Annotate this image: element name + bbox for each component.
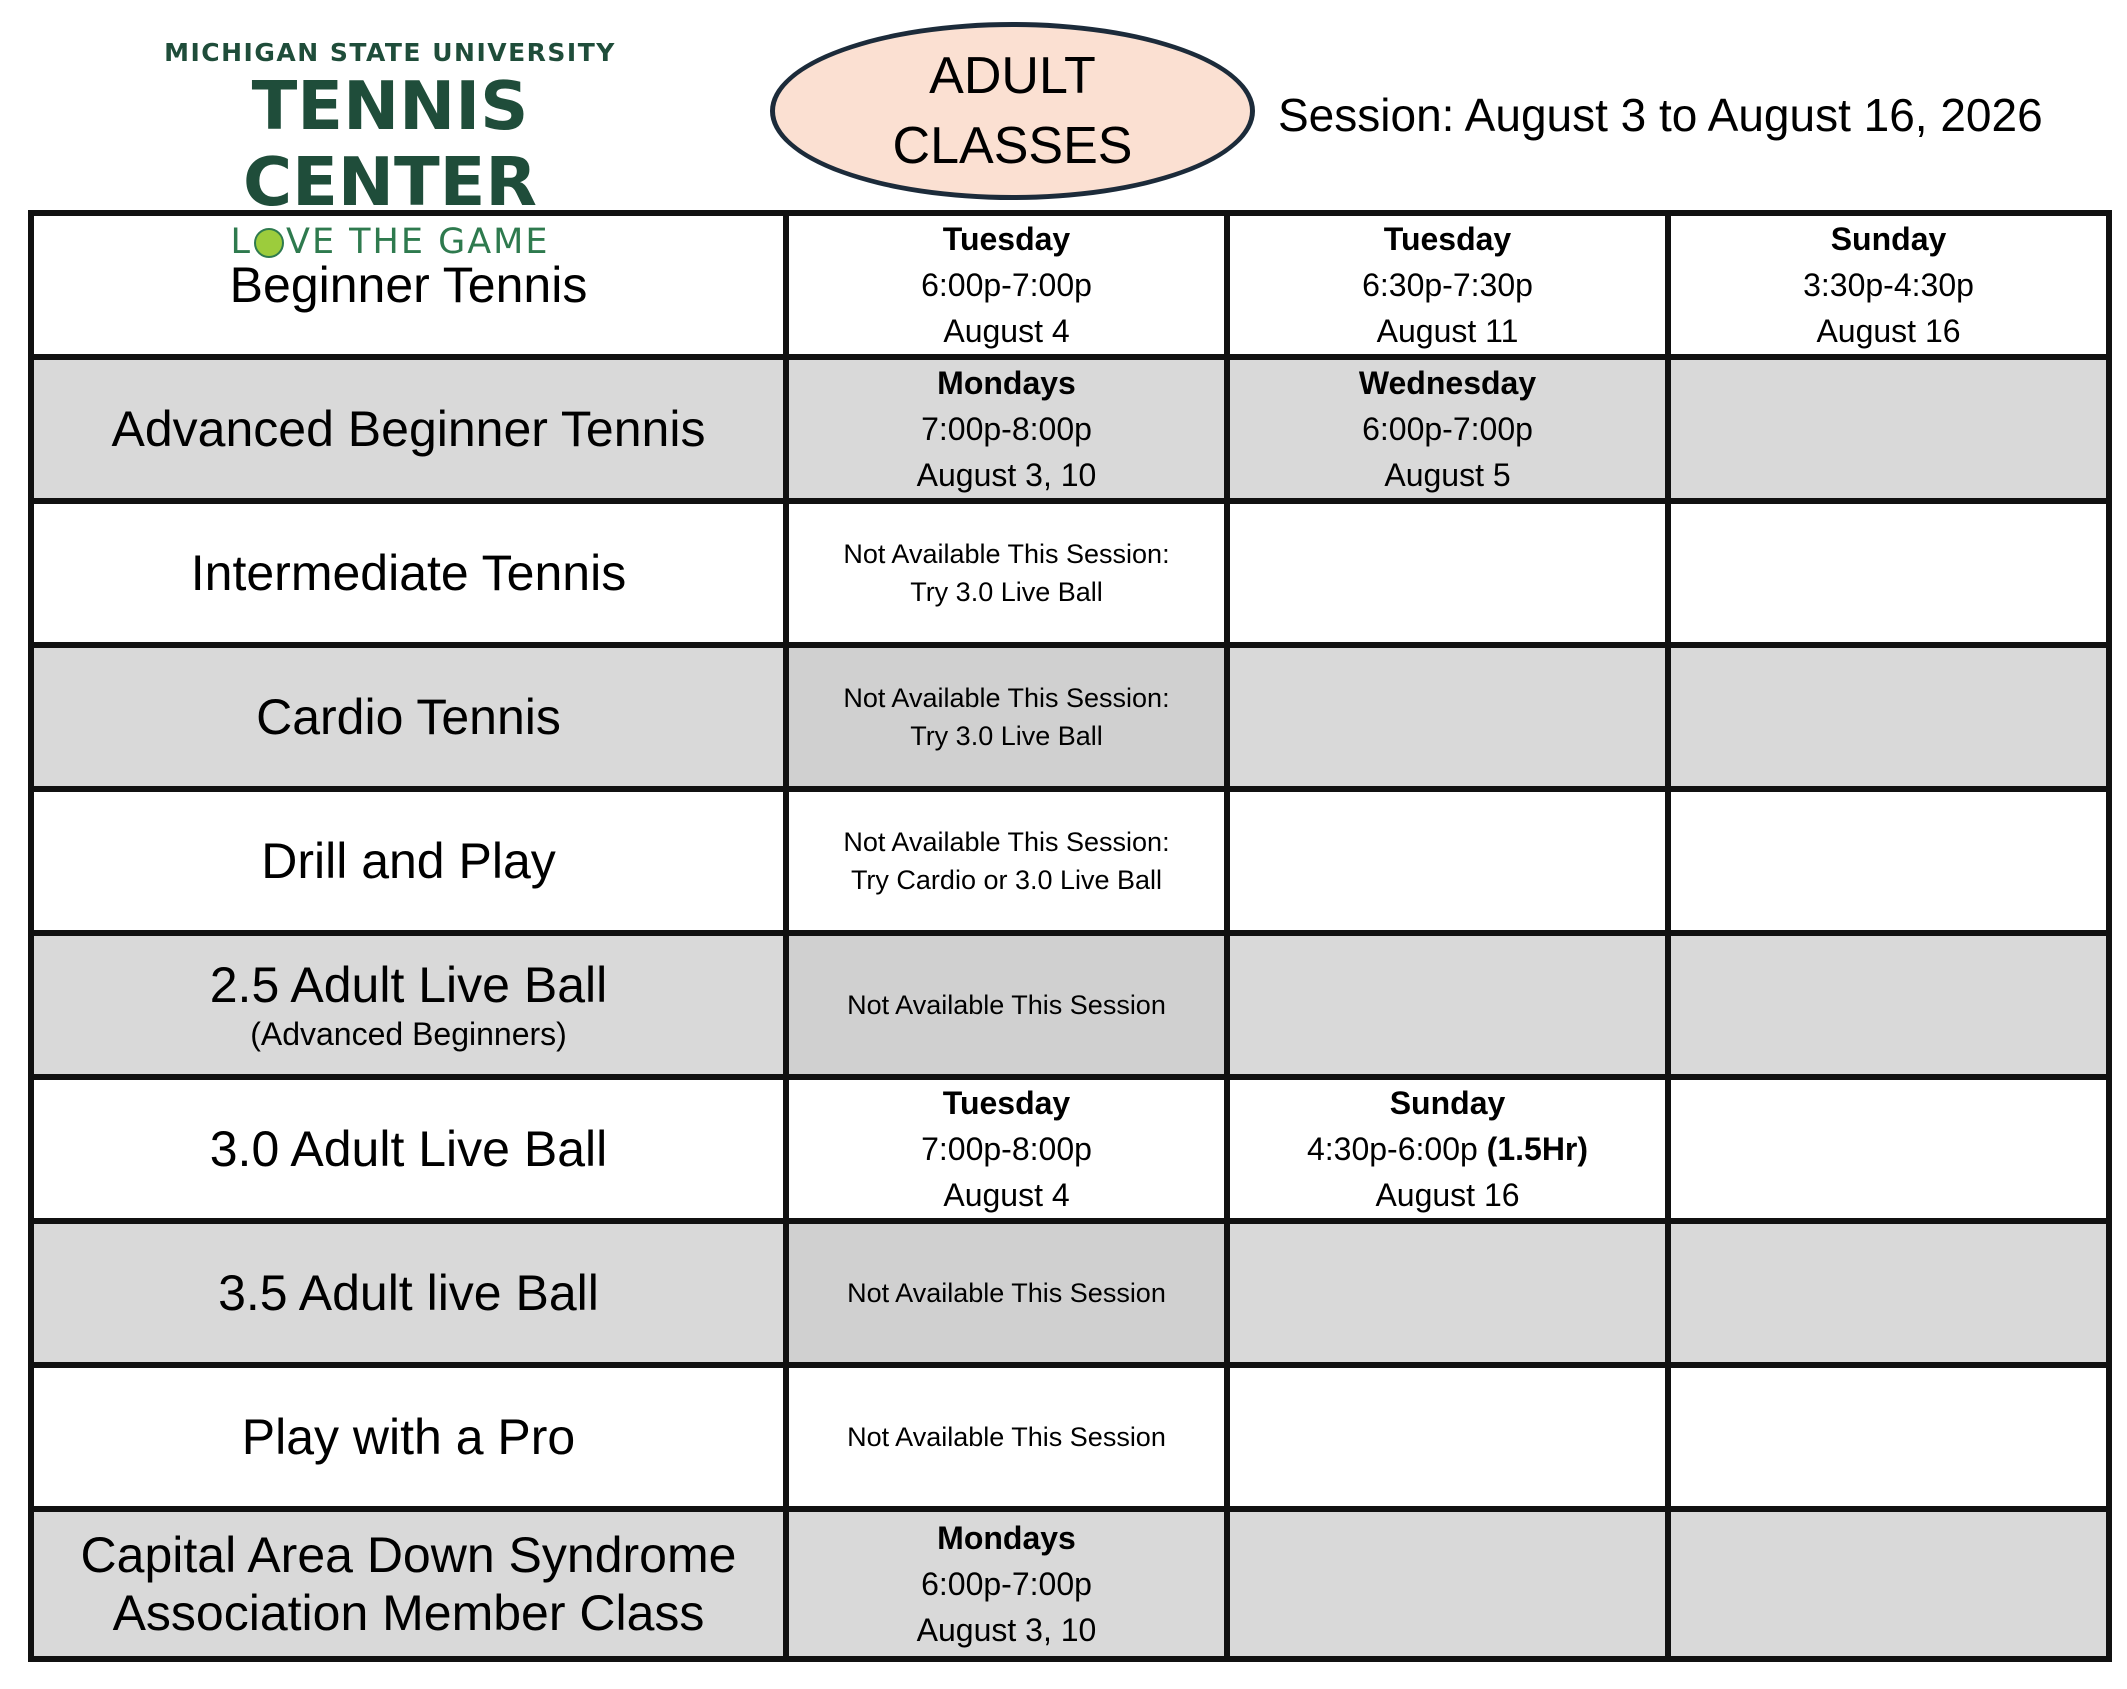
empty-cell — [1227, 1221, 1668, 1365]
note-line: Not Available This Session — [847, 1422, 1166, 1452]
class-slot — [1227, 1077, 1668, 1221]
class-slot — [786, 1077, 1227, 1221]
class-slot — [1668, 213, 2109, 357]
class-slot — [786, 357, 1227, 501]
session-dates: Session: August 3 to August 16, 2026 — [1278, 89, 2043, 141]
class-name — [31, 1509, 786, 1659]
class-name-main: 2.5 Adult Live Ball — [209, 957, 608, 1013]
empty-cell — [1227, 1365, 1668, 1509]
empty-cell — [1227, 645, 1668, 789]
not-available-note — [786, 501, 1227, 645]
logo-university: MICHIGAN STATE UNIVERSITY — [164, 38, 616, 67]
empty-cell — [1668, 1221, 2109, 1365]
empty-cell — [1668, 789, 2109, 933]
slot-duration: (1.5Hr) — [1486, 1131, 1589, 1167]
class-name-sub: (Advanced Beginners) — [250, 1016, 567, 1052]
class-name: Cardio Tennis — [31, 645, 786, 789]
logo-tagline-start: L — [230, 222, 252, 262]
not-available-note — [786, 1221, 1227, 1365]
class-slot — [786, 1509, 1227, 1659]
not-available-note — [786, 1365, 1227, 1509]
slot-day: Tuesday — [942, 221, 1071, 257]
title-line-2: CLASSES — [892, 117, 1133, 175]
slot-time: 6:00p-7:00p — [1362, 411, 1533, 447]
slot-time — [1230, 1126, 1665, 1172]
adult-classes-title — [770, 22, 1255, 200]
not-available-note — [786, 645, 1227, 789]
slot-date: August 3, 10 — [916, 457, 1097, 493]
slot-day: Wednesday — [1358, 365, 1537, 401]
slot-time: 6:00p-7:00p — [921, 267, 1092, 303]
empty-cell — [1668, 933, 2109, 1077]
slot-date: August 5 — [1384, 457, 1511, 493]
class-name: Advanced Beginner Tennis — [31, 357, 786, 501]
class-name: Drill and Play — [31, 789, 786, 933]
slot-time-range: 4:30p-6:00p — [1306, 1131, 1478, 1167]
class-name — [31, 933, 786, 1077]
class-row-2-5-live-ball — [31, 933, 2109, 1077]
slot-date: August 16 — [1816, 313, 1961, 349]
class-name-line: Capital Area Down Syndrome — [80, 1527, 737, 1583]
slot-day: Tuesday — [942, 1085, 1071, 1121]
slot-time: 6:30p-7:30p — [1362, 267, 1533, 303]
class-name: Beginner Tennis — [31, 213, 786, 357]
slot-day: Sunday — [1389, 1085, 1506, 1121]
class-row-intermediate-tennis — [31, 501, 2109, 645]
slot-day: Tuesday — [1383, 221, 1512, 257]
note-line: Not Available This Session: — [843, 827, 1170, 857]
not-available-note — [786, 789, 1227, 933]
class-name: 3.5 Adult live Ball — [31, 1221, 786, 1365]
note-line: Try Cardio or 3.0 Live Ball — [850, 865, 1163, 895]
logo-tennis-center: TENNIS CENTER — [242, 67, 538, 221]
note-line: Not Available This Session — [847, 1278, 1166, 1308]
class-schedule-table — [28, 210, 2112, 1662]
class-name: 3.0 Adult Live Ball — [31, 1077, 786, 1221]
note-line: Not Available This Session: — [843, 683, 1170, 713]
empty-cell — [1668, 501, 2109, 645]
logo-tagline-end: VE THE GAME — [286, 222, 550, 262]
title-line-1: ADULT — [929, 47, 1096, 105]
class-slot — [1227, 213, 1668, 357]
empty-cell — [1668, 1365, 2109, 1509]
empty-cell — [1668, 1509, 2109, 1659]
slot-day: Mondays — [937, 365, 1076, 401]
note-line: Try 3.0 Live Ball — [910, 577, 1103, 607]
not-available-note — [786, 933, 1227, 1077]
class-row-advanced-beginner-tennis — [31, 357, 2109, 501]
empty-cell — [1227, 933, 1668, 1077]
class-slot — [786, 213, 1227, 357]
class-slot — [1227, 357, 1668, 501]
class-row-3-5-live-ball — [31, 1221, 2109, 1365]
slot-day: Sunday — [1830, 221, 1947, 257]
slot-time: 6:00p-7:00p — [921, 1566, 1092, 1602]
slot-day: Mondays — [937, 1520, 1076, 1556]
class-row-cardio-tennis — [31, 645, 2109, 789]
empty-cell — [1668, 645, 2109, 789]
slot-time: 3:30p-4:30p — [1803, 267, 1974, 303]
slot-date: August 11 — [1376, 313, 1519, 349]
empty-cell — [1227, 1509, 1668, 1659]
class-row-3-0-live-ball — [31, 1077, 2109, 1221]
class-row-play-with-a-pro — [31, 1365, 2109, 1509]
empty-cell — [1668, 357, 2109, 501]
note-line: Not Available This Session: — [843, 539, 1170, 569]
slot-date: August 16 — [1375, 1177, 1520, 1213]
note-line: Not Available This Session — [847, 990, 1166, 1020]
note-line: Try 3.0 Live Ball — [910, 721, 1103, 751]
class-row-down-syndrome-association — [31, 1509, 2109, 1659]
slot-date: August 3, 10 — [916, 1612, 1097, 1648]
slot-time: 7:00p-8:00p — [921, 411, 1092, 447]
class-name: Play with a Pro — [31, 1365, 786, 1509]
empty-cell — [1227, 789, 1668, 933]
class-row-beginner-tennis — [31, 213, 2109, 357]
empty-cell — [1227, 501, 1668, 645]
class-row-drill-and-play — [31, 789, 2109, 933]
slot-time: 7:00p-8:00p — [921, 1131, 1092, 1167]
slot-date: August 4 — [943, 313, 1070, 349]
empty-cell — [1668, 1077, 2109, 1221]
class-name-line: Association Member Class — [112, 1585, 705, 1641]
slot-date: August 4 — [943, 1177, 1070, 1213]
class-name: Intermediate Tennis — [31, 501, 786, 645]
